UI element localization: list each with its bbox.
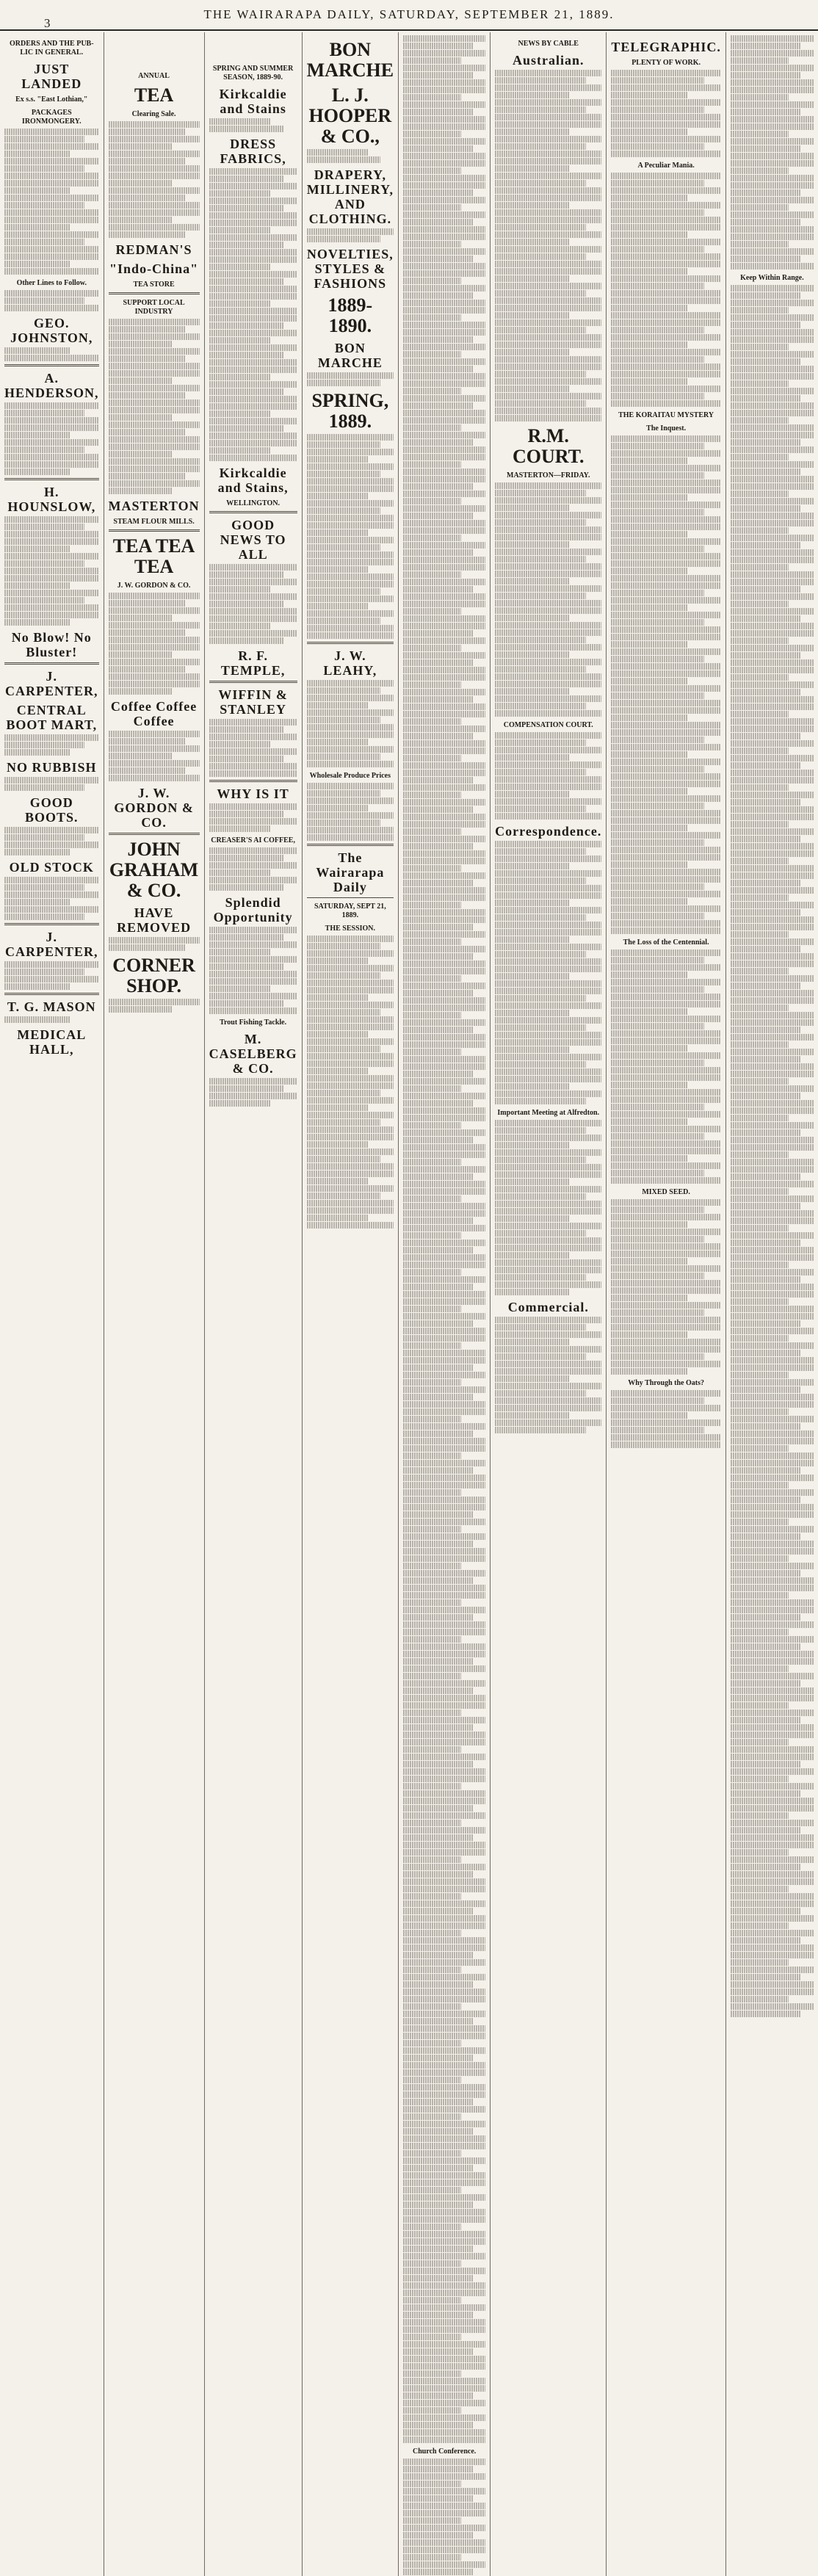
headline: CREASER'S AI COFFEE, [211,836,295,844]
headline: STEAM FLOUR MILLS. [113,518,195,526]
headline: TEA [134,84,174,106]
headline: PACKAGES IRONMONGERY. [21,109,82,126]
headline: The Inquest. [646,424,687,433]
headline: TELEGRAPHIC. [611,40,721,54]
column-3 [205,32,303,2576]
column-8 [726,32,818,2576]
headline: THE KORAITAU MYSTERY [618,411,714,419]
column-7 [607,32,726,2576]
headline: "Indo-China" [109,261,199,276]
headline: Ex s.s. "East Lothian," [15,95,88,104]
headline: H. HOUNSLOW, [7,485,96,514]
headline: J. W. GORDON & CO. [114,786,194,830]
headline: CORNER SHOP. [112,955,195,996]
headline: ANNUAL [138,72,170,80]
headline: Why Through the Oats? [628,1379,705,1387]
headline: COMPENSATION COURT. [503,721,593,729]
headline: Wholesale Produce Prices [309,772,391,780]
headline: HAVE REMOVED [117,905,192,935]
headline: R. F. TEMPLE, [220,648,286,678]
headline: T. G. MASON [7,999,96,1014]
headline: Kirkcaldie and Stains, [217,466,289,495]
page-number: 3 [44,16,52,30]
headline: REDMAN'S [115,242,192,257]
headline: TEA STORE [133,281,175,289]
headline: The Loss of the Centennial. [623,938,709,947]
headline: J. CARPENTER, [5,930,98,959]
headline: MASTERTON [108,499,200,513]
headline: J. CARPENTER, [5,669,98,698]
headline: Kirkcaldie and Stains [219,87,287,116]
headline: Correspondence. [495,824,602,839]
headline: Coffee Coffee Coffee [110,699,198,728]
newspaper-columns [0,32,818,2456]
headline: SUPPORT LOCAL INDUSTRY [123,299,185,316]
headline: NOVELTIES, STYLES & FASHIONS [306,247,394,291]
headline: A. HENDERSON, [4,371,99,400]
column-1 [0,32,104,2576]
headline: SPRING AND SUMMER SEASON, 1889-90. [212,65,294,82]
headline: OLD STOCK [9,860,94,875]
headline: 1889-1890. [327,294,373,336]
headline: PLENTY OF WORK. [631,59,701,67]
headline: Trout Fishing Tackle. [220,1019,287,1027]
column-2 [104,32,205,2576]
headline: J. W. LEAHY, [323,648,377,678]
headline: M. CASELBERG & CO. [209,1032,297,1076]
headline: WHY IS IT [217,786,289,801]
headline: GEO. JOHNSTON, [10,316,93,345]
headline: No Blow! No Bluster! [11,630,92,659]
headline: The Wairarapa Daily [316,850,385,894]
headline: J. W. GORDON & CO. [117,582,191,590]
headline: L. J. HOOPER & CO., [308,84,392,147]
column-5 [399,32,491,2576]
masthead [0,0,818,31]
headline: SPRING, 1889. [311,390,389,432]
headline: WELLINGTON. [226,499,280,507]
column-4 [303,32,399,2576]
headline: GOOD BOOTS. [25,795,79,825]
headline: BON MARCHE [306,39,394,81]
headline: TEA TEA TEA [112,535,195,577]
headline: MASTERTON—FRIDAY. [507,471,590,480]
headline: NO RUBBISH [7,760,97,775]
headline: Splendid Opportunity [213,895,293,925]
headline: ORDERS AND THE PUB-LIC IN GENERAL. [9,40,94,57]
headline: DRAPERY, MILLINERY, AND CLOTHING. [306,167,394,226]
headline: NEWS BY CABLE [518,40,579,48]
newspaper-title: THE WAIRARAPA DAILY, SATURDAY, SEPTEMBER 21, 1889. [203,7,615,21]
headline: CENTRAL BOOT MART, [6,703,98,732]
column-6 [491,32,607,2576]
headline: Australian. [513,53,584,68]
headline: Other Lines to Follow. [16,279,87,287]
headline: Important Meeting at Alfredton. [497,1109,600,1117]
headline: DRESS FABRICS, [220,137,286,166]
headline: BON MARCHE [317,341,383,370]
headline: R.M. COURT. [512,425,584,467]
headline: Commercial. [507,1300,589,1314]
headline: Church Conference. [412,2447,477,2456]
headline: THE SESSION. [325,925,376,933]
headline: SATURDAY, SEPT 21, 1889. [314,902,386,919]
headline: GOOD NEWS TO ALL [220,518,286,562]
headline: WIFFIN & STANLEY [218,687,288,717]
headline: MEDICAL HALL, [17,1027,87,1057]
headline: Keep Within Range. [740,274,804,282]
headline: MIXED SEED. [642,1188,690,1196]
headline: JOHN GRAHAM & CO. [109,839,199,901]
headline: Clearing Sale. [131,110,176,118]
headline: A Peculiar Mania. [637,162,695,170]
headline: JUST LANDED [21,62,82,91]
